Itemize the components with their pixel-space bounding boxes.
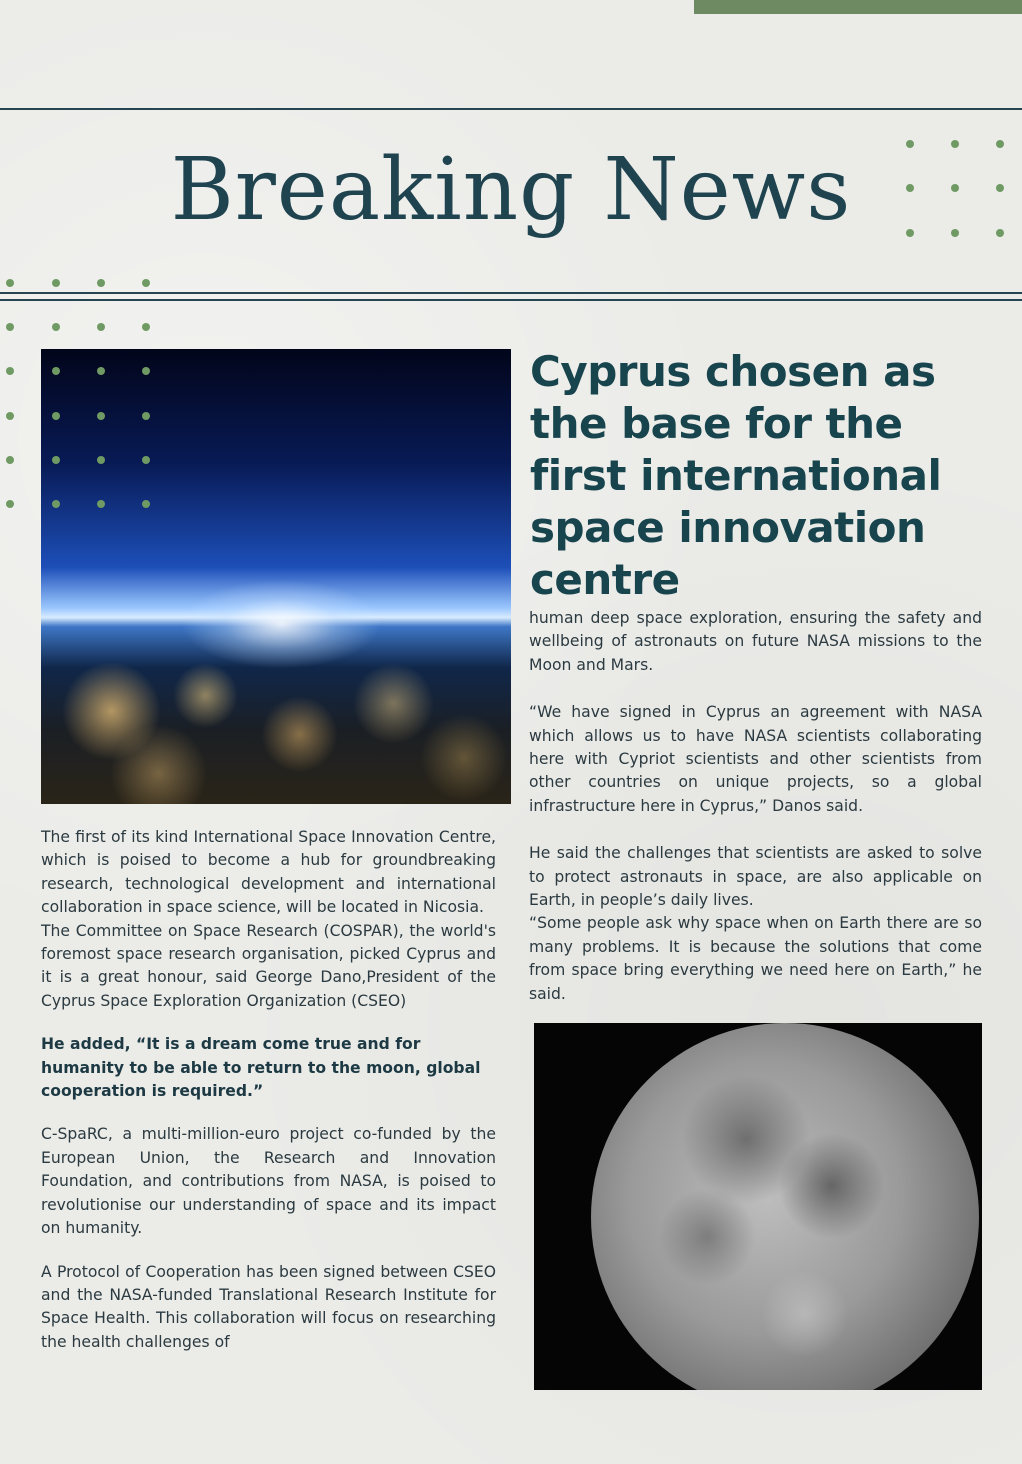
paragraph-solutions-quote: “Some people ask why space when on Earth there are so many problems. It is because the solutions that come from space bring everything we need here on Earth,” he said. bbox=[529, 914, 982, 1003]
earth-photo bbox=[41, 349, 511, 804]
masthead-rule-upper bbox=[0, 292, 1022, 294]
top-rule bbox=[0, 108, 1022, 110]
paragraph-csparc: C-SpaRC, a multi-million-euro project co-funded by the European Union, the Research and Innovation Foundation, and contributions from NASA, is poised to revolutionise our understanding of space and its impact on humanity. bbox=[41, 1125, 496, 1238]
moon-photo bbox=[534, 1023, 982, 1390]
paragraph-agreement-quote: “We have signed in Cyprus an agreement with NASA which allows us to have NASA scientists collaborating here with Cypriot scientists and other scientists from other countries on unique projects, so a global infrastructure here in Cyprus,” Danos said. bbox=[529, 703, 982, 815]
paragraph-deep-space: human deep space exploration, ensuring the safety and wellbeing of astronauts on future NASA missions to the Moon and Mars. bbox=[529, 609, 982, 674]
pull-quote: He added, “It is a dream come true and for humanity to be able to return to the moon, global cooperation is required.” bbox=[41, 1035, 481, 1101]
left-column bbox=[41, 826, 496, 1354]
paragraph-protocol: A Protocol of Cooperation has been signed between CSEO and the NASA-funded Translational Research Institute for Space Health. This collaboration will focus on researching the health challenges of bbox=[41, 1262, 496, 1351]
paragraph-intro: The first of its kind International Space Innovation Centre, which is poised to become a hub for groundbreaking research, technological development and international collaboration in space science, will be located in Nicosia. bbox=[41, 828, 496, 917]
top-accent-bar bbox=[694, 0, 1022, 14]
masthead-rule-lower bbox=[0, 299, 1022, 301]
article-headline: Cyprus chosen as the base for the first international space innovation centre bbox=[530, 347, 942, 604]
right-column bbox=[529, 607, 982, 1006]
masthead-title: Breaking News bbox=[170, 140, 852, 240]
paragraph-cospar: The Committee on Space Research (COSPAR), the world's foremost space research organisation, picked Cyprus and it is a great honour, said George Dano,President of the Cyprus Space Exploration Organization (CSEO) bbox=[41, 921, 496, 1010]
paragraph-challenges: He said the challenges that scientists are asked to solve to protect astronauts in space, are also applicable on Earth, in people’s daily lives. bbox=[529, 844, 982, 910]
